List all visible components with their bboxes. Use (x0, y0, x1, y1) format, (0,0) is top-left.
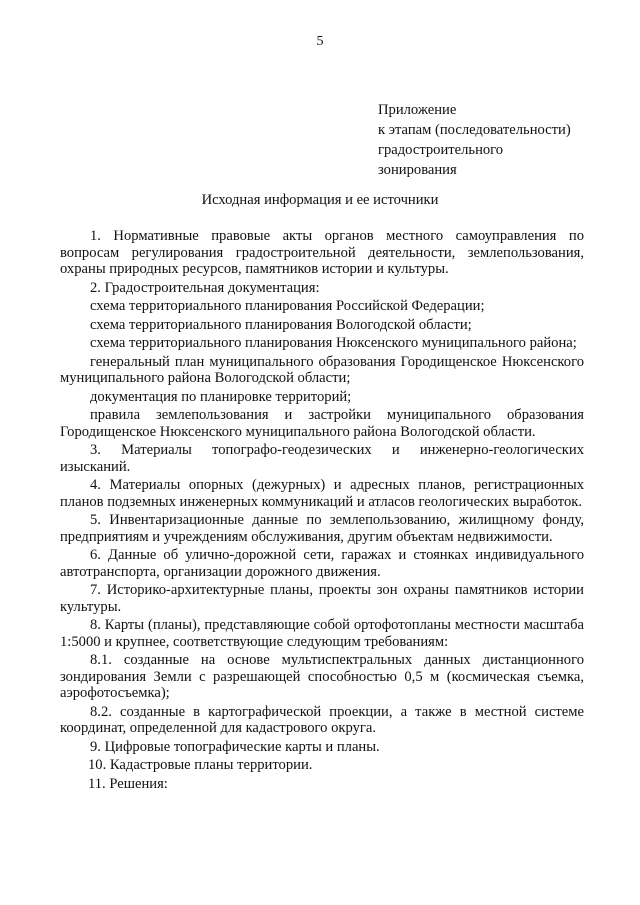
paragraph: 10. Кадастровые планы территории. (88, 757, 313, 773)
paragraph: 8.1. созданные на основе мультиспектральных данных дистанционного зондирования Земли с разрешающей способностью 0,5 м (космическая съемка, аэрофотосъемка); (60, 652, 584, 701)
paragraph: 6. Данные об улично-дорожной сети, гаражах и стоянках индивидуального автотранспорта, организации дорожного движения. (60, 547, 584, 580)
page-number: 5 (316, 34, 324, 49)
appendix-line: градостроительного (378, 142, 504, 158)
appendix-note (378, 100, 618, 180)
paragraph: 8.2. созданные в картографической проекции, а также в местной системе координат, определенной для кадастрового округа. (60, 703, 584, 736)
paragraph: 11. Решения: (88, 775, 168, 792)
paragraph: 5. Инвентаризационные данные по землепользованию, жилищному фонду, предприятиям и учреждениям обслуживания, другим объектам недвижимости. (60, 512, 584, 545)
paragraph: 2. Градостроительная документация: (90, 279, 320, 296)
paragraph: 8. Карты (планы), представляющие собой ортофотопланы местности масштаба 1:5000 и крупнее, соответствующие следующим требованиям: (60, 617, 584, 650)
paragraph: схема территориального планирования Вологодской области; (90, 316, 472, 333)
paragraph: 7. Историко-архитектурные планы, проекты зон охраны памятников истории культуры. (60, 582, 584, 615)
appendix-line: к этапам (последовательности) (378, 122, 571, 138)
appendix-line: Приложение (378, 102, 457, 118)
paragraph: 9. Цифровые топографические карты и планы. (90, 738, 380, 755)
paragraph: схема территориального планирования Российской Федерации; (90, 298, 485, 314)
document-body (60, 228, 584, 794)
paragraph: генеральный план муниципального образования Городищенское Нюксенского муниципального района Вологодской области; (60, 353, 584, 386)
paragraph: 4. Материалы опорных (дежурных) и адресных планов, регистрационных планов подземных инженерных коммуникаций и атласов геологических выработок. (60, 477, 584, 510)
paragraph: 3. Материалы топографо-геодезических и инженерно-геологических изысканий. (60, 442, 584, 475)
paragraph: правила землепользования и застройки муниципального образования Городищенское Нюксенского муниципального района Вологодской области. (60, 407, 584, 440)
document-title: Исходная информация и ее источники (201, 192, 439, 208)
appendix-line: зонирования (378, 162, 457, 178)
paragraph: схема территориального планирования Нюксенского муниципального района; (90, 335, 577, 351)
paragraph: документация по планировке территорий; (90, 388, 352, 405)
paragraph: 1. Нормативные правовые акты органов местного самоуправления по вопросам регулирования градостроительной деятельности, землепользования, охраны природных ресурсов, памятников истории и культуры. (60, 228, 584, 277)
